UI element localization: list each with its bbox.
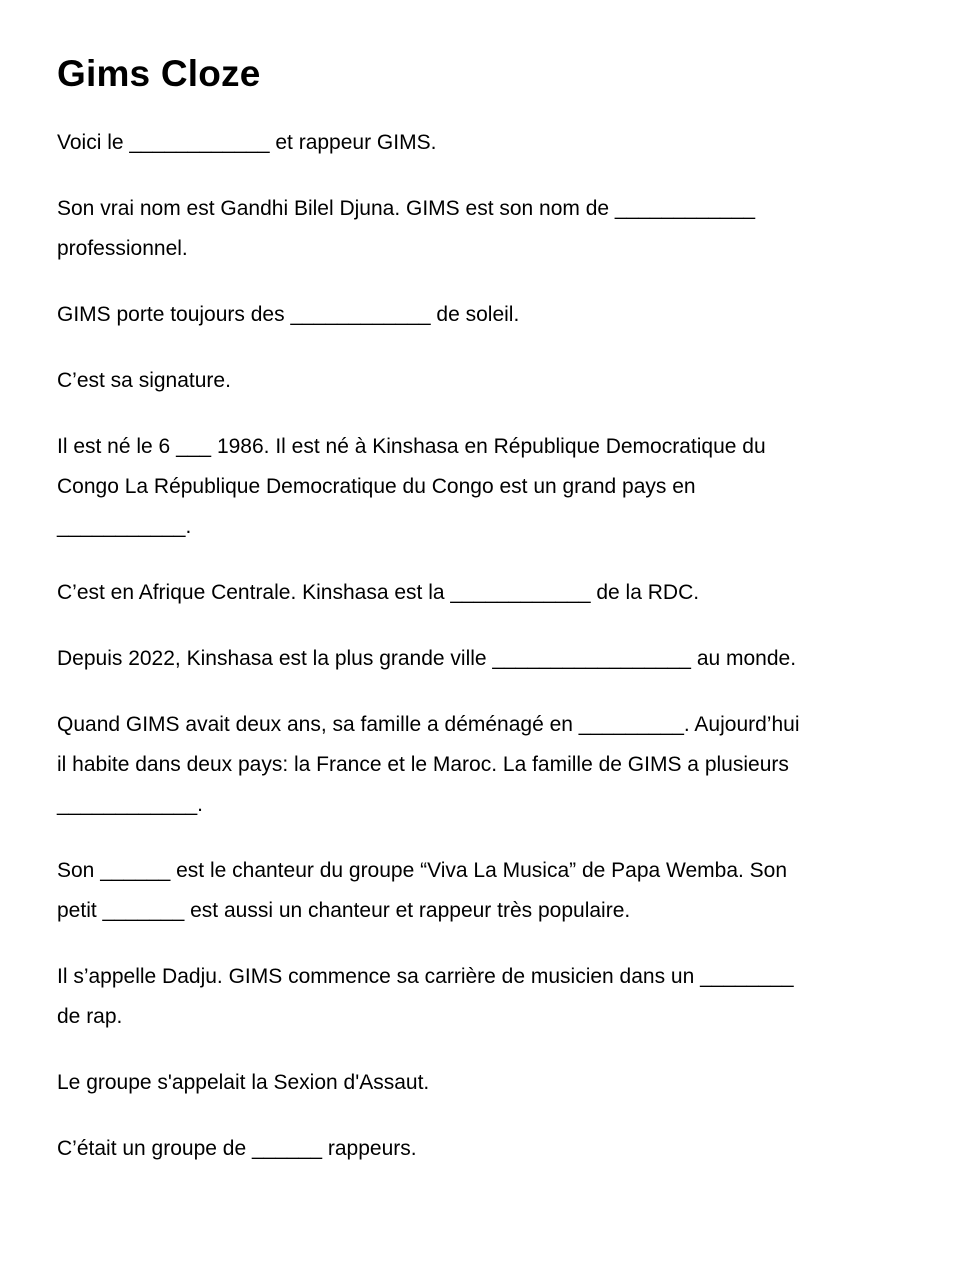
paragraph-line: Depuis 2022, Kinshasa est la plus grande ville _________________ au monde. [57, 647, 797, 670]
paragraph-line: C’était un groupe de ______ rappeurs. [57, 1137, 417, 1160]
paragraph [57, 639, 929, 679]
paragraph-line: Le groupe s'appelait la Sexion d'Assaut. [57, 1071, 430, 1094]
document-body [57, 123, 929, 1169]
paragraph-line: Il s’appelle Dadju. GIMS commence sa carrière de musicien dans un ________ [57, 965, 794, 988]
paragraph-line: Son vrai nom est Gandhi Bilel Djuna. GIMS est son nom de ____________ [57, 197, 756, 220]
paragraph [57, 427, 929, 547]
paragraph [57, 705, 929, 825]
paragraph [57, 1063, 929, 1103]
document-title: Gims Cloze [57, 53, 261, 94]
paragraph-line: petit _______ est aussi un chanteur et rappeur très populaire. [57, 899, 631, 922]
paragraph-line: ____________. [57, 793, 203, 816]
paragraph-line: ___________. [57, 515, 192, 538]
paragraph-line: Voici le ____________ et rappeur GIMS. [57, 131, 437, 154]
paragraph [57, 957, 929, 1037]
paragraph [57, 1129, 929, 1169]
paragraph [57, 295, 929, 335]
paragraph-line: il habite dans deux pays: la France et le Maroc. La famille de GIMS a plusieurs [57, 753, 789, 776]
paragraph-line: GIMS porte toujours des ____________ de soleil. [57, 303, 520, 326]
paragraph [57, 189, 929, 269]
paragraph-line: Il est né le 6 ___ 1986. Il est né à Kinshasa en République Democratique du [57, 435, 766, 458]
paragraph [57, 361, 929, 401]
paragraph-line: Congo La République Democratique du Congo est un grand pays en [57, 475, 696, 498]
paragraph-line: de rap. [57, 1005, 123, 1028]
paragraph [57, 123, 929, 163]
paragraph-line: Quand GIMS avait deux ans, sa famille a déménagé en _________. Aujourd’hui [57, 713, 800, 736]
paragraph-line: C’est sa signature. [57, 369, 231, 392]
paragraph [57, 851, 929, 931]
paragraph [57, 573, 929, 613]
paragraph-line: C’est en Afrique Centrale. Kinshasa est la ____________ de la RDC. [57, 581, 700, 604]
paragraph-line: professionnel. [57, 237, 188, 260]
paragraph-line: Son ______ est le chanteur du groupe “Viva La Musica” de Papa Wemba. Son [57, 859, 788, 882]
